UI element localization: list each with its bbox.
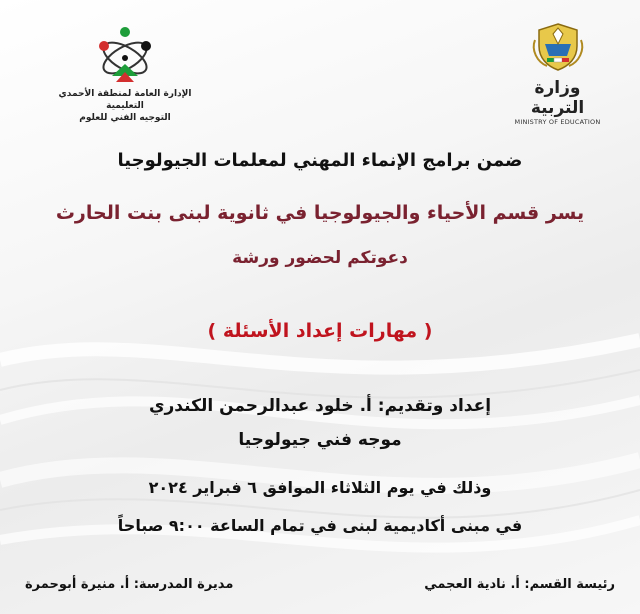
ahmadi-education-logo-icon (90, 24, 160, 88)
program-line: ضمن برامج الإنماء المهني لمعلمات الجيولوجيا (117, 150, 523, 171)
ministry-logo (505, 20, 610, 126)
ministry-name-ar: وزارة التربية (530, 78, 585, 118)
principal-signature: مديرة المدرسة: أ. منيرة أبوحمرة (25, 577, 234, 592)
kuwait-emblem-icon (529, 20, 587, 72)
date-line: وذلك في يوم الثلاثاء الموافق ٦ فبراير ٢٠٢٤ (148, 478, 492, 497)
presenter-line: إعداد وتقديم: أ. خلود عبدالرحمن الكندري (148, 396, 492, 416)
host-line: يسر قسم الأحياء والجيولوجيا في ثانوية لبنى بنت الحارث (55, 202, 585, 224)
ministry-name-en: MINISTRY OF EDUCATION (514, 118, 601, 126)
presenter-role: موجه فني جيولوجيا (238, 430, 402, 450)
org-name: الإدارة العامة لمنطقة الأحمدي التعليمية (58, 89, 192, 111)
head-of-department-signature: رئيسة القسم: أ. نادية العجمي (424, 577, 615, 592)
org-department: التوجيه الفني للعلوم (79, 113, 171, 123)
invite-line: دعوتكم لحضور ورشة (232, 248, 408, 268)
workshop-title: ( مهارات إعداد الأسئلة ) (207, 320, 433, 342)
venue-line: في مبنى أكاديمية لبنى في تمام الساعة ٩:٠٠ صباحاً (117, 516, 523, 535)
decorative-waves (0, 300, 640, 614)
ahmadi-education-logo (40, 24, 210, 124)
